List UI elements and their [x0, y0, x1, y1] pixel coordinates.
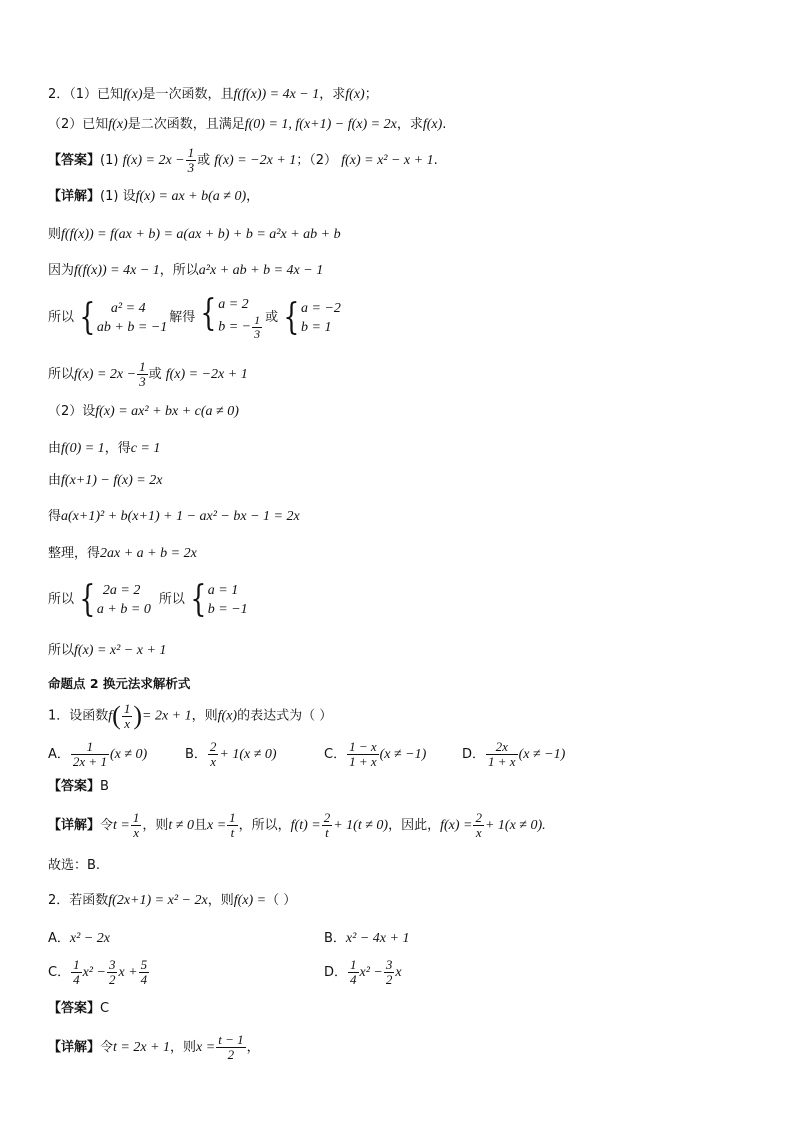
text: 是二次函数，且满足	[127, 117, 245, 132]
answer-label: 【答案】	[48, 153, 101, 168]
text: 或	[197, 153, 211, 168]
math: f(x)	[123, 87, 143, 102]
equation-system: { a = 2 b = − $\frac{1}{3}$	[200, 292, 261, 341]
text: (1)	[100, 153, 119, 168]
text: 或	[265, 310, 279, 325]
problem-2-line-2	[48, 116, 446, 134]
math: f(x) = ax + b(a ≠ 0)	[135, 189, 247, 204]
detail-label: 【详解】	[48, 189, 101, 204]
text: ，	[246, 189, 260, 204]
math: f(0) = 1, f(x+1) − f(x) = 2x	[244, 117, 397, 132]
answer-value: B	[100, 779, 109, 794]
math: c = 1	[130, 441, 161, 456]
math: a²x + ab + b = 4x − 1	[198, 263, 324, 278]
fraction: $\frac{1}{3}$	[139, 359, 146, 389]
text: 因为	[48, 263, 75, 278]
detail-line-3	[48, 262, 323, 280]
option-d[interactable]: D． $\frac{2x}{1 + x}$ (x ≠ −1)	[462, 739, 566, 769]
text: （2）已知	[48, 117, 109, 132]
answer-value: C	[100, 1001, 110, 1016]
text: 所以	[48, 592, 75, 607]
math: f(x+1) − f(x) = 2x	[61, 473, 163, 488]
equation-system: { a² = 4 ab + b = −1	[79, 296, 168, 338]
math: f(x)	[422, 117, 443, 132]
detail-line-10	[48, 545, 197, 563]
math: f(x)	[108, 117, 128, 132]
math: f(x)	[345, 87, 365, 102]
option-b[interactable]: B． $\frac{2}{x}$ + 1(x ≠ 0)	[185, 739, 277, 769]
math: f(0) = 1	[61, 441, 105, 456]
text: 所以	[48, 310, 75, 325]
problem-sub-1: 1．设函数f( $\frac{1}{x}$ )= 2x + 1，则f(x)的表达式为（ ）	[48, 700, 333, 731]
answer-line-3	[48, 1000, 109, 1018]
text: 是一次函数，且	[142, 87, 234, 102]
text: 或	[148, 367, 162, 382]
text: ，则	[191, 708, 218, 724]
text: 得	[48, 509, 62, 524]
detail-sub-2: 【详解】令t = 2x + 1，则x = $\frac{t - 1}{2}$ ，	[48, 1032, 260, 1062]
equation-system: { a = 1 b = −1	[190, 578, 248, 620]
option-a[interactable]: A． $\frac{1}{2x + 1}$ (x ≠ 0)	[48, 739, 148, 769]
text: ；（2）	[296, 153, 338, 168]
option-c-2[interactable]: C． $\frac{1}{4}$ x² − $\frac{3}{2}$ x + $\frac{5}{4}$	[48, 957, 148, 987]
text: 的表达式为（ ）	[237, 708, 333, 724]
text: 由	[48, 441, 62, 456]
math: f(f(x)) = 4x − 1	[233, 87, 320, 102]
problem-sub-2: 2．若函数f(2x+1) = x² − 2x，则f(x) =（ ）	[48, 893, 297, 908]
math: f(x) = ax² + bx + c(a ≠ 0)	[95, 404, 239, 419]
text: 解得	[169, 310, 196, 325]
math: f(x) = −2x + 1	[165, 367, 248, 382]
equation-system: { 2a = 2 a + b = 0	[79, 578, 151, 620]
detail-line-12	[48, 642, 166, 660]
fraction: $\frac{1}{3}$	[187, 145, 195, 175]
option-c[interactable]: C． $\frac{1 - x}{1 + x}$ (x ≠ −1)	[324, 739, 427, 769]
detail-line-9	[48, 508, 300, 526]
math: f(x) = 2x −	[122, 153, 185, 168]
math: = 2x + 1	[142, 708, 192, 724]
math: f(f(x)) = 4x − 1	[74, 263, 160, 278]
fraction: $\frac{1}{x}$	[123, 700, 131, 731]
text: .	[433, 153, 438, 168]
text: 由	[48, 473, 62, 488]
option-a-2[interactable]: A．x² − 2x	[48, 931, 110, 946]
detail-label: 【详解】	[48, 1040, 101, 1055]
detail-line-4	[48, 294, 343, 342]
text: ，求	[319, 87, 346, 102]
text: （2）设	[48, 404, 96, 419]
math: f(x) = 2x −	[74, 367, 137, 382]
detail-line-11	[48, 576, 250, 624]
math: f(x) = −2x + 1	[214, 153, 297, 168]
problem-2-line-1	[48, 86, 378, 104]
math: 2ax + a + b = 2x	[100, 546, 197, 561]
math: f(f(x)) = f(ax + b) = a(ax + b) + b = a²x + ab + b	[61, 227, 341, 242]
text: 所以	[158, 592, 185, 607]
detail-line-8	[48, 472, 162, 490]
text: 所以	[48, 643, 75, 658]
math: a(x+1)² + b(x+1) + 1 − ax² − bx − 1 = 2x	[61, 509, 300, 524]
text: ，所以	[159, 263, 199, 278]
math: f(x)	[217, 708, 238, 724]
text: ，得	[104, 441, 131, 456]
text: (1) 设	[100, 189, 136, 204]
equation-system: { a = −2 b = 1	[283, 296, 341, 338]
text: .	[442, 117, 447, 132]
option-d-2[interactable]: D． $\frac{1}{4}$ x² − $\frac{3}{2}$ x	[324, 957, 402, 987]
detail-line-5	[48, 360, 248, 389]
conclusion: 故选：B.	[48, 858, 101, 873]
section-title: 命题点 2 换元法求解析式	[48, 676, 191, 691]
text: 则	[48, 227, 62, 242]
answer-label: 【答案】	[48, 1001, 101, 1016]
math: f	[108, 708, 113, 724]
text: 整理，得	[48, 546, 101, 561]
answer-line	[48, 146, 438, 175]
text: 1．设函数	[48, 708, 109, 724]
answer-label: 【答案】	[48, 779, 101, 794]
text: 所以	[48, 367, 75, 382]
text: ，求	[396, 117, 423, 132]
text: ；	[364, 87, 378, 102]
math: f(x) = x² − x + 1	[74, 643, 167, 658]
detail-line-1	[48, 188, 259, 206]
detail-line-6	[48, 403, 239, 421]
detail-line-2	[48, 226, 341, 244]
text: 2．（1）已知	[48, 87, 124, 102]
detail-line-7	[48, 440, 160, 458]
math: f(x) = x² − x + 1	[341, 153, 434, 168]
option-b-2[interactable]: B．x² − 4x + 1	[324, 931, 410, 946]
detail-sub-1: 【详解】令t = $\frac{1}{x}$ ，则t ≠ 0且x = $\frac{1}{t}$ ，所以，f(t) = $\frac{2}{t}$ + 1(t ≠ 0)，因此，f(x) = $\frac{2}{x}$ + 1(x ≠ 0).	[48, 810, 546, 840]
answer-line-2	[48, 778, 109, 796]
detail-label: 【详解】	[48, 818, 101, 833]
